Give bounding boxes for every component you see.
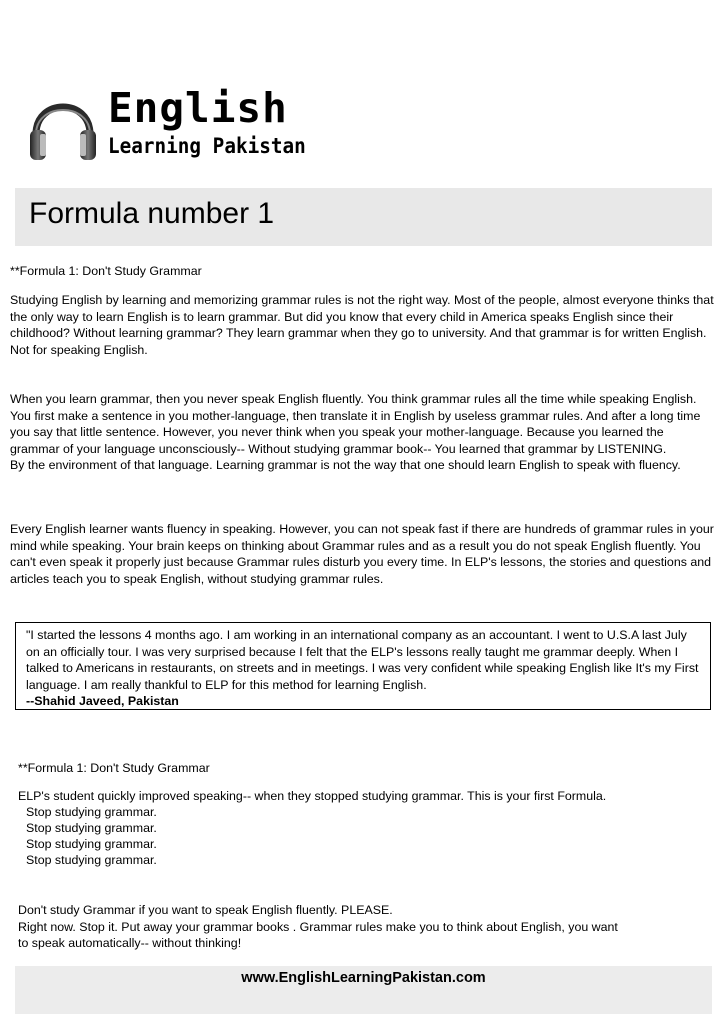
logo — [24, 82, 324, 172]
stop-line-1: Stop studying grammar. — [26, 805, 157, 819]
testimonial-author: --Shahid Javeed, Pakistan — [26, 694, 179, 708]
stop-line-2: Stop studying grammar. — [26, 821, 157, 835]
footer-url[interactable]: www.EnglishLearningPakistan.com — [241, 970, 486, 986]
paragraph-3: Every English learner wants fluency in speaking. However, you can not speak fast if there are hundreds of grammar rules in your mind while speaking. Your brain keeps on thinking about Grammar rules and as a result you do not speak English fluently. You can't even speak it properly just because Grammar rules disturb you every time. In ELP's lessons, the stories and questions and articles teach you to speak English, without studying grammar rules. — [10, 522, 714, 586]
stop-line-4: Stop studying grammar. — [26, 853, 157, 867]
stop-line-3: Stop studying grammar. — [26, 837, 157, 851]
formula-heading-top: **Formula 1: Don't Study Grammar — [10, 264, 202, 278]
title-band — [15, 188, 712, 246]
paragraph-5: Don't study Grammar if you want to speak English fluently. PLEASE. Right now. Stop it. Put away your grammar books . Grammar rules make you to think about English, you want to speak automatically-- without thinking! — [18, 903, 618, 950]
paragraph-4: ELP's student quickly improved speaking-- when they stopped studying grammar. This is your first Formula. — [18, 789, 607, 803]
logo-word-english: English — [108, 84, 288, 132]
logo-word-learning-pakistan: Learning Pakistan — [108, 134, 306, 158]
paragraph-1: Studying English by learning and memorizing grammar rules is not the right way. Most of the people, almost everyone thinks that the only way to learn English is to learn grammar. But did you know that every child in America speaks English since their childhood? Without learning grammar? They learn grammar when they go to university. And that grammar is for written English. Not for speaking English. — [10, 293, 714, 357]
footer-band — [15, 966, 712, 1014]
headphones-icon — [28, 88, 98, 168]
formula-heading-bottom: **Formula 1: Don't Study Grammar — [18, 761, 210, 775]
paragraph-2: When you learn grammar, then you never speak English fluently. You think grammar rules all the time while speaking English. You first make a sentence in you mother-language, then translate it in English by useless grammar rules. And after a long time you say that little sentence. However, you never think when you speak your mother-language. Because you learned the grammar of your language unconsciously-- Without studying grammar book-- You learned that grammar by LISTENING. By the environment of that language. Learning grammar is not the way that one should learn English to speak with fluency. — [10, 392, 701, 472]
page-title: Formula number 1 — [29, 197, 275, 230]
testimonial-text: "I started the lessons 4 months ago. I am working in an international company as an accountant. I went to U.S.A last July on an officially tour. I was very surprised because I felt that the ELP's lessons really taught me grammar deeply. When I talked to Americans in restaurants, on streets and in meetings. I was very confident while speaking English like It's my First language. I am really thankful to ELP for this method for learning English. — [26, 628, 699, 692]
testimonial-box — [15, 622, 711, 710]
